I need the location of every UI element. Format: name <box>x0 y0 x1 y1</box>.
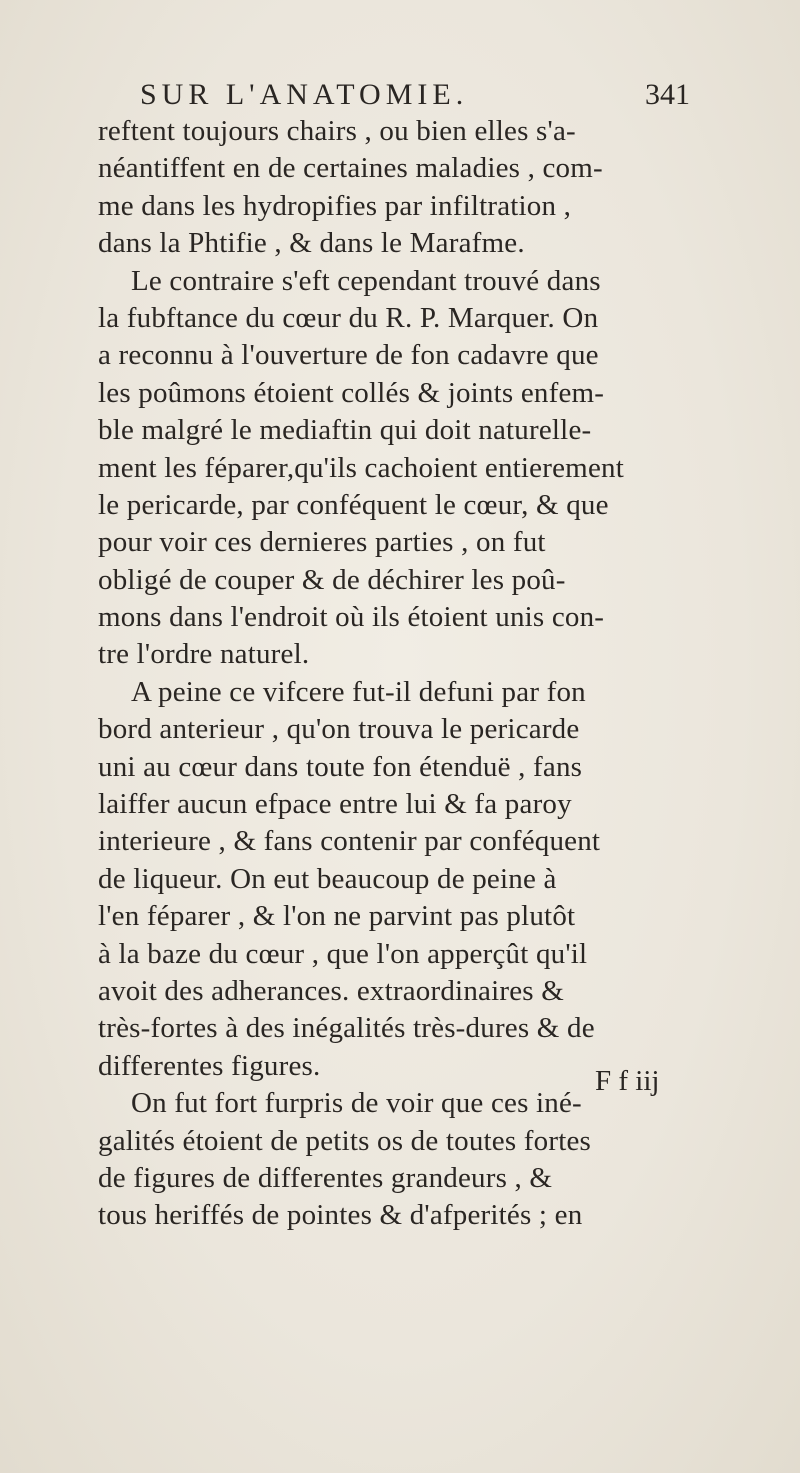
text-line: le pericarde, par conféquent le cœur, & que <box>98 488 609 521</box>
text-line: Le contraire s'eft cependant trouvé dans <box>131 264 601 297</box>
text-line: mons dans l'endroit où ils étoient unis con- <box>98 601 605 634</box>
text-line: très-fortes à des inégalités très-dures & de <box>98 1012 595 1045</box>
text-line: obligé de couper & de déchirer les poû- <box>98 563 566 596</box>
text-line: à la baze du cœur , que l'on apperçût qu'il <box>98 937 588 970</box>
running-head: SUR L'ANATOMIE. <box>140 78 469 111</box>
text-line: l'en féparer , & l'on ne parvint pas plutôt <box>98 900 576 933</box>
text-line: ble malgré le mediaftin qui doit naturelle- <box>98 414 592 447</box>
text-line: A peine ce vifcere fut-il defuni par fon <box>131 675 586 708</box>
text-line: dans la Phtifie , & dans le Marafme. <box>98 227 525 260</box>
text-line: me dans les hydropifies par infiltration , <box>98 189 572 222</box>
text-line: néantiffent en de certaines maladies , com- <box>98 152 603 185</box>
text-line: laiffer aucun efpace entre lui & fa paroy <box>98 788 572 821</box>
text-line: ment les féparer,qu'ils cachoient entierement <box>98 451 624 484</box>
text-line: avoit des adherances. extraordinaires & <box>98 974 564 1007</box>
signature-mark: F f iij <box>595 1065 660 1097</box>
page-number: 341 <box>645 78 690 111</box>
text-line: reftent toujours chairs , ou bien elles s'a- <box>98 115 576 147</box>
text-line: pour voir ces dernieres parties , on fut <box>98 526 546 559</box>
text-line: les poûmons étoient collés & joints enfem- <box>98 376 605 409</box>
text-line: uni au cœur dans toute fon étenduë , fans <box>98 750 583 783</box>
text-line: la fubftance du cœur du R. P. Marquer. On <box>98 301 599 334</box>
text-line: de liqueur. On eut beaucoup de peine à <box>98 862 557 895</box>
text-line: differentes figures. <box>98 1049 321 1082</box>
text-line: a reconnu à l'ouverture de fon cadavre que <box>98 339 599 372</box>
text-line: de figures de differentes grandeurs , & <box>98 1161 553 1194</box>
text-line: galités étoient de petits os de toutes fortes <box>98 1124 592 1157</box>
text-line: tre l'ordre naturel. <box>98 638 310 671</box>
text-line: tous heriffés de pointes & d'afperités ; en <box>98 1199 583 1232</box>
text-line: interieure , & fans contenir par conféquent <box>98 825 601 858</box>
text-line: On fut fort furpris de voir que ces iné- <box>131 1087 582 1120</box>
text-line: bord anterieur , qu'on trouva le pericarde <box>98 713 580 746</box>
